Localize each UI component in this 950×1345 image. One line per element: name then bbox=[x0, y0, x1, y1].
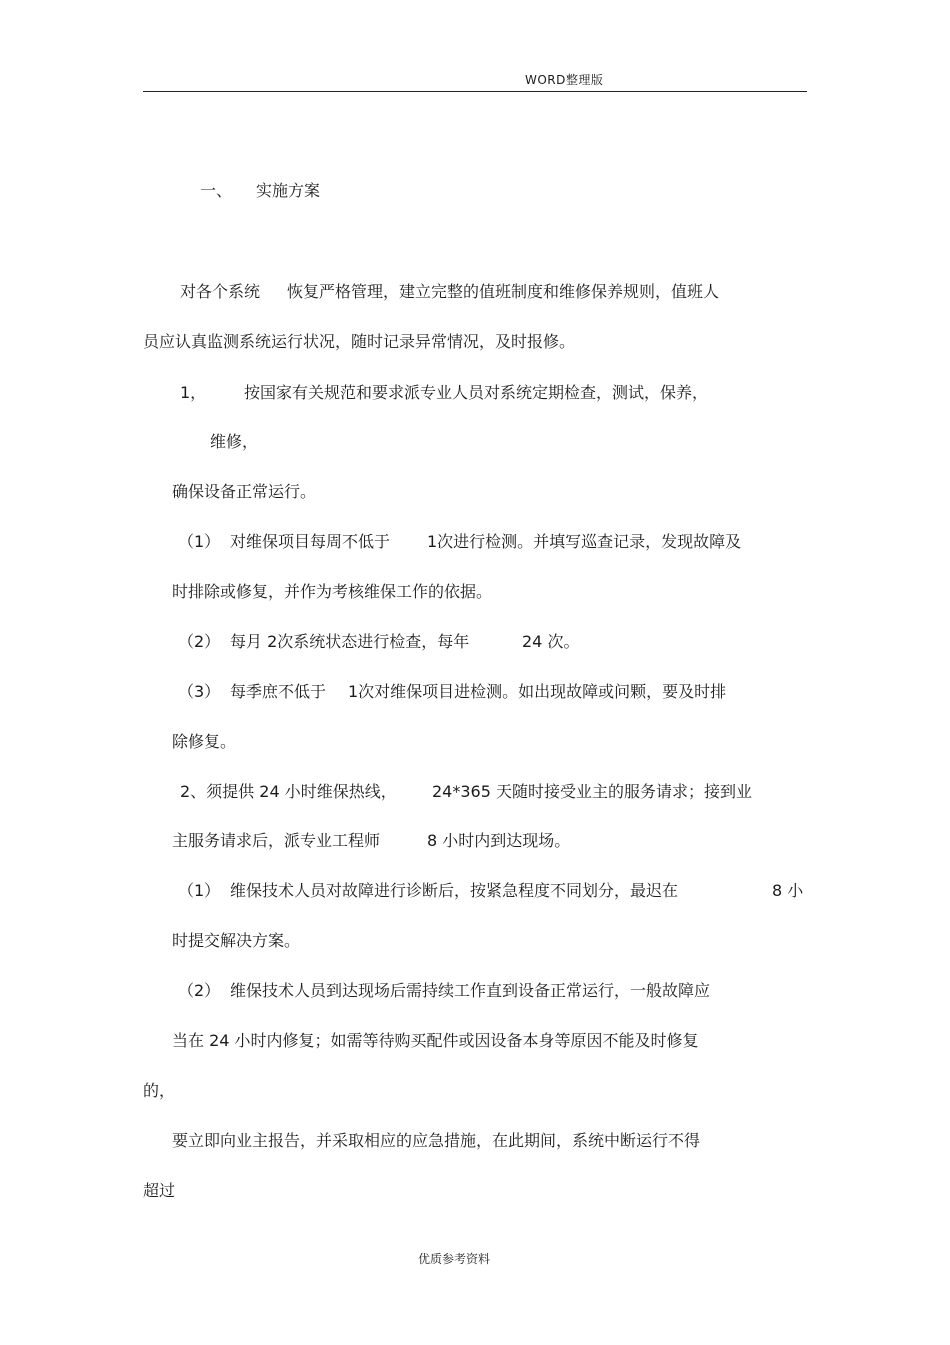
sub2-2-line-4: 要立即向业主报告，并采取相应的应急措施，在此期间，系统中断运行不得 bbox=[172, 1131, 701, 1150]
sub1-2-line-1b: 24 次。 bbox=[522, 632, 580, 651]
footer-label: 优质参考资料 bbox=[418, 1252, 491, 1266]
sub2-2-line-5: 超过 bbox=[143, 1181, 176, 1200]
section-title: 实施方案 bbox=[256, 181, 321, 200]
sub1-3-line-1a: 每季庶不低于 bbox=[230, 682, 327, 701]
intro-line-1a: 对各个系统 bbox=[180, 282, 261, 301]
sub2-1-number: （1） bbox=[178, 881, 221, 900]
item2-line-2b: 8 小时内到达现场。 bbox=[427, 831, 571, 850]
sub2-2-line-3: 的， bbox=[143, 1081, 176, 1100]
intro-line-1b: 恢复严格管理，建立完整的值班制度和维修保养规则，值班人 bbox=[287, 282, 720, 301]
sub1-1-line-2: 时排除或修复，并作为考核维保工作的依据。 bbox=[172, 582, 493, 601]
sub1-1-line-1b: 1次进行检测。并填写巡查记录，发现故障及 bbox=[427, 532, 742, 551]
sub2-1-line-2: 时提交解决方案。 bbox=[172, 931, 301, 950]
sub1-2-number: （2） bbox=[178, 632, 221, 651]
item1-line-2: 维修， bbox=[210, 432, 259, 451]
intro-line-2: 员应认真监测系统运行状况，随时记录异常情况，及时报修。 bbox=[143, 332, 576, 351]
sub2-1-line-1a: 维保技术人员对故障进行诊断后，按紧急程度不同划分，最迟在 bbox=[230, 881, 679, 900]
item1-line-3: 确保设备正常运行。 bbox=[172, 482, 317, 501]
section-number: 一、 bbox=[200, 181, 233, 200]
item2-line-1b: 24*365 天随时接受业主的服务请求；接到业 bbox=[432, 782, 752, 801]
item1-number: 1， bbox=[180, 383, 207, 402]
sub1-2-line-1a: 每月 2次系统状态进行检查，每年 bbox=[230, 632, 470, 651]
sub1-3-line-2: 除修复。 bbox=[172, 732, 237, 751]
sub1-1-line-1a: 对维保项目每周不低于 bbox=[230, 532, 391, 551]
item1-line-1: 按国家有关规范和要求派专业人员对系统定期检查，测试，保养， bbox=[244, 383, 709, 402]
header-divider bbox=[143, 91, 807, 92]
header-label: WORD整理版 bbox=[525, 73, 604, 87]
sub1-1-number: （1） bbox=[178, 532, 221, 551]
item2-line-1a: 2、须提供 24 小时维保热线， bbox=[180, 782, 397, 801]
sub2-2-line-1: 维保技术人员到达现场后需持续工作直到设备正常运行，一般故障应 bbox=[230, 981, 711, 1000]
sub2-2-line-2: 当在 24 小时内修复；如需等待购买配件或因设备本身等原因不能及时修复 bbox=[172, 1031, 699, 1050]
sub1-3-number: （3） bbox=[178, 682, 221, 701]
sub1-3-line-1b: 1次对维保项目进检测。如出现故障或问颗，要及时排 bbox=[348, 682, 727, 701]
sub2-2-number: （2） bbox=[178, 981, 221, 1000]
sub2-1-line-1b: 8 小 bbox=[772, 881, 804, 900]
item2-line-2a: 主服务请求后，派专业工程师 bbox=[172, 831, 381, 850]
